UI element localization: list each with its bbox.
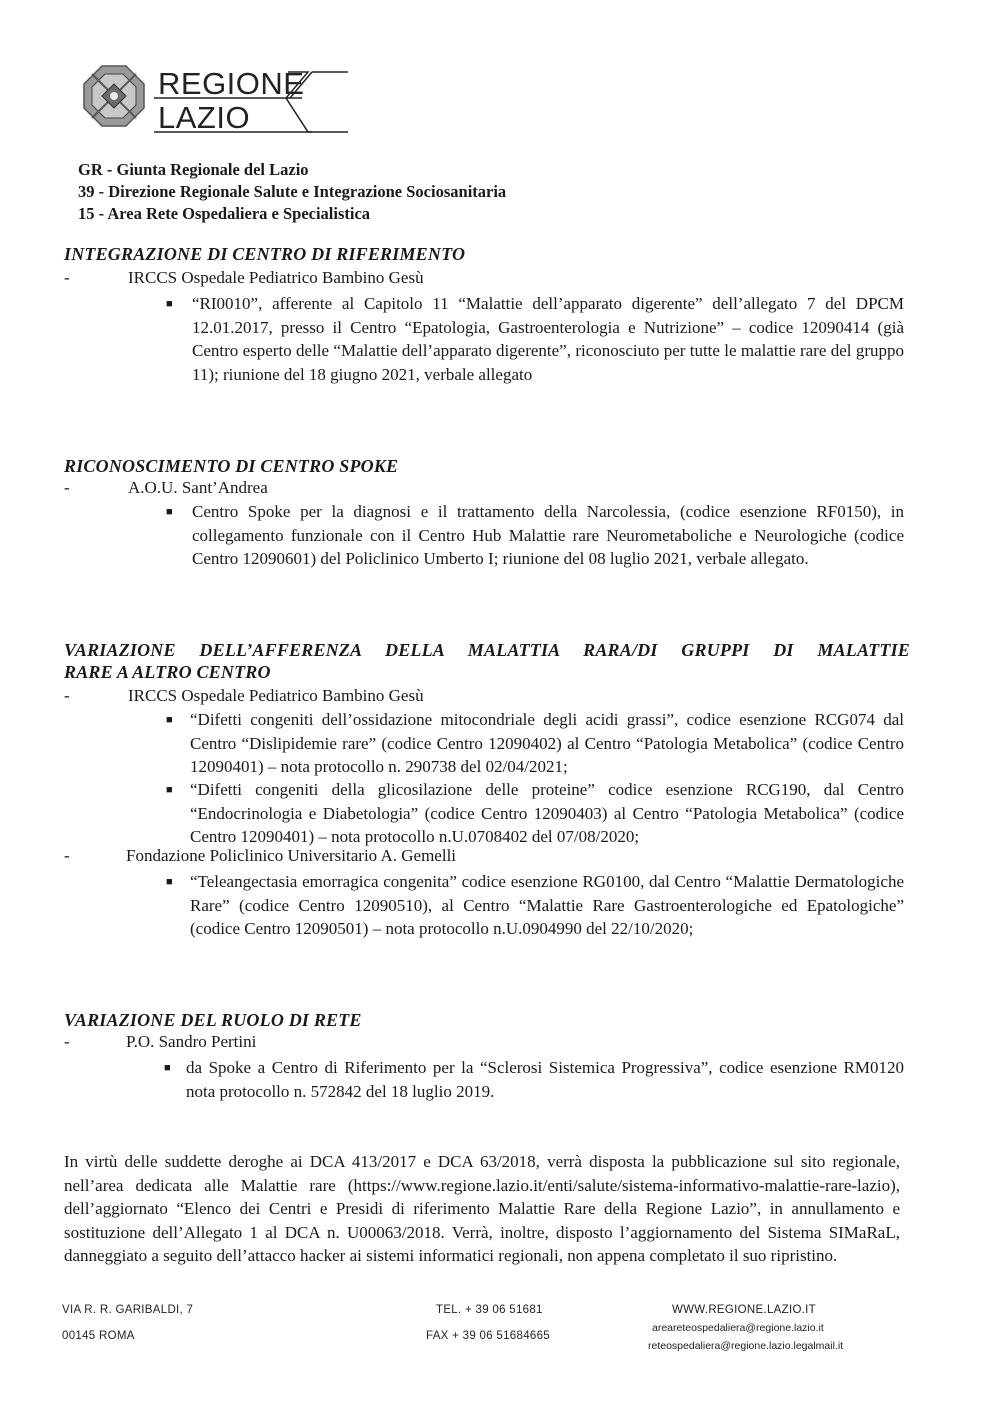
footer-tel: TEL. + 39 06 51681 bbox=[436, 1304, 543, 1316]
list-item: Centro Spoke per la diagnosi e il trattamento della Narcolessia, (codice esenzione RF0150), in collegamento funzionale con il Centro Hub Malattie rare Neurometaboliche e Neurologiche (codice Centro 12090601) del Policlinico Umberto I; riunione del 08 luglio 2021, verbale allegato. bbox=[192, 502, 904, 568]
org-line-direzione: 39 - Direzione Regionale Salute e Integrazione Sociosanitaria bbox=[78, 182, 507, 201]
org-line-area: 15 - Area Rete Ospedaliera e Specialistica bbox=[78, 204, 371, 223]
bullet-square-icon: ■ bbox=[166, 298, 173, 310]
org-line-giunta: GR - Giunta Regionale del Lazio bbox=[78, 160, 309, 179]
institution-name: Fondazione Policlinico Universitario A. Gemelli bbox=[126, 846, 457, 865]
list-dash: - bbox=[64, 1032, 70, 1051]
regione-lazio-logo bbox=[76, 58, 356, 138]
footer-website[interactable]: WWW.REGIONE.LAZIO.IT bbox=[672, 1304, 816, 1316]
section-title-riconoscimento: RICONOSCIMENTO DI CENTRO SPOKE bbox=[64, 456, 399, 476]
list-item: “Teleangectasia emorragica congenita” codice esenzione RG0100, dal Centro “Malattie Dermatologiche Rare” (codice Centro 12090510), al Centro “Malattie Rare Gastroenterologiche ed Epatologiche” (codice Centro 12090501) – nota protocollo n.U.0904990 del 22/10/2020; bbox=[190, 872, 904, 938]
section-title-integrazione: INTEGRAZIONE DI CENTRO DI RIFERIMENTO bbox=[64, 244, 466, 264]
footer-email-1[interactable]: areareteospedaliera@regione.lazio.it bbox=[652, 1322, 824, 1334]
footer-address-street: VIA R. R. GARIBALDI, 7 bbox=[62, 1304, 194, 1316]
logo-line-1: REGIONE bbox=[158, 66, 305, 101]
footer-fax: FAX + 39 06 51684665 bbox=[426, 1330, 550, 1342]
logo-line-2: LAZIO bbox=[158, 100, 251, 135]
institution-name: IRCCS Ospedale Pediatrico Bambino Gesù bbox=[128, 268, 424, 287]
bullet-square-icon: ■ bbox=[166, 876, 173, 888]
list-item: “Difetti congeniti della glicosilazione delle proteine” codice esenzione RCG190, dal Centro “Endocrinologia e Diabetologia” (codice Centro 12090403) al Centro “Patologia Metabolica” (codice Centro 12090401) – nota protocollo n.U.0708402 del 07/08/2020; bbox=[190, 780, 904, 846]
institution-name: P.O. Sandro Pertini bbox=[126, 1032, 257, 1051]
list-item: “RI0010”, afferente al Capitolo 11 “Malattie dell’apparato digerente” dell’allegato 7 del DPCM 12.01.2017, presso il Centro “Epatologia, Gastroenterologia e Nutrizione” – codice 12090414 (già Centro esperto delle “Malattie dell’apparato digerente”, riconosciuto per tutte le malattie rare del gruppo 11); riunione del 18 giugno 2021, verbale allegato bbox=[192, 294, 904, 384]
institution-name: IRCCS Ospedale Pediatrico Bambino Gesù bbox=[128, 686, 424, 705]
footer-address-city: 00145 ROMA bbox=[62, 1330, 135, 1342]
list-item: “Difetti congeniti dell’ossidazione mitocondriale degli acidi grassi”, codice esenzione RCG074 dal Centro “Dislipidemie rare” (codice Centro 12090402) al Centro “Patologia Metabolica” (codice Centro 12090401) – nota protocollo n. 290738 del 02/04/2021; bbox=[190, 710, 904, 776]
section-title-variazione-ruolo: VARIAZIONE DEL RUOLO DI RETE bbox=[64, 1010, 362, 1030]
bullet-square-icon: ■ bbox=[164, 1062, 171, 1074]
section-title-variazione-afferenza-cont: RARE A ALTRO CENTRO bbox=[64, 662, 271, 682]
footer-email-2[interactable]: reteospedaliera@regione.lazio.legalmail.it bbox=[648, 1340, 844, 1352]
bullet-square-icon: ■ bbox=[166, 506, 173, 518]
list-dash: - bbox=[64, 268, 70, 287]
list-dash: - bbox=[64, 686, 70, 705]
list-item: da Spoke a Centro di Riferimento per la “Sclerosi Sistemica Progressiva”, codice esenzione RM0120 nota protocollo n. 572842 del 18 luglio 2019. bbox=[186, 1058, 904, 1101]
list-dash: - bbox=[64, 478, 70, 497]
list-dash: - bbox=[64, 846, 70, 865]
institution-name: A.O.U. Sant’Andrea bbox=[128, 478, 268, 497]
bullet-square-icon: ■ bbox=[166, 714, 173, 726]
closing-paragraph: In virtù delle suddette deroghe ai DCA 413/2017 e DCA 63/2018, verrà disposta la pubblicazione sul sito regionale, nell’area dedicata alle Malattie rare (https://www.regione.lazio.it/enti/salute/sistema-informativo-malattie-rare-lazio), dell’aggiornato “Elenco dei Centri e Presidi di riferimento Malattie Rare della Regione Lazio”, in annullamento e sostituzione dell’Allegato 1 al DCA n. U00063/2018. Verrà, inoltre, disposto l’aggiornamento del Sistema SIMaRaL, danneggiato a seguito dell’attacco hacker ai sistemi informatici regionali, non appena completato il suo ripristino. bbox=[64, 1152, 900, 1265]
section-title-variazione-afferenza: VARIAZIONE DELL’AFFERENZA DELLA MALATTIA RARA/DI GRUPPI DI MALATTIE bbox=[64, 640, 910, 660]
bullet-square-icon: ■ bbox=[166, 784, 173, 796]
